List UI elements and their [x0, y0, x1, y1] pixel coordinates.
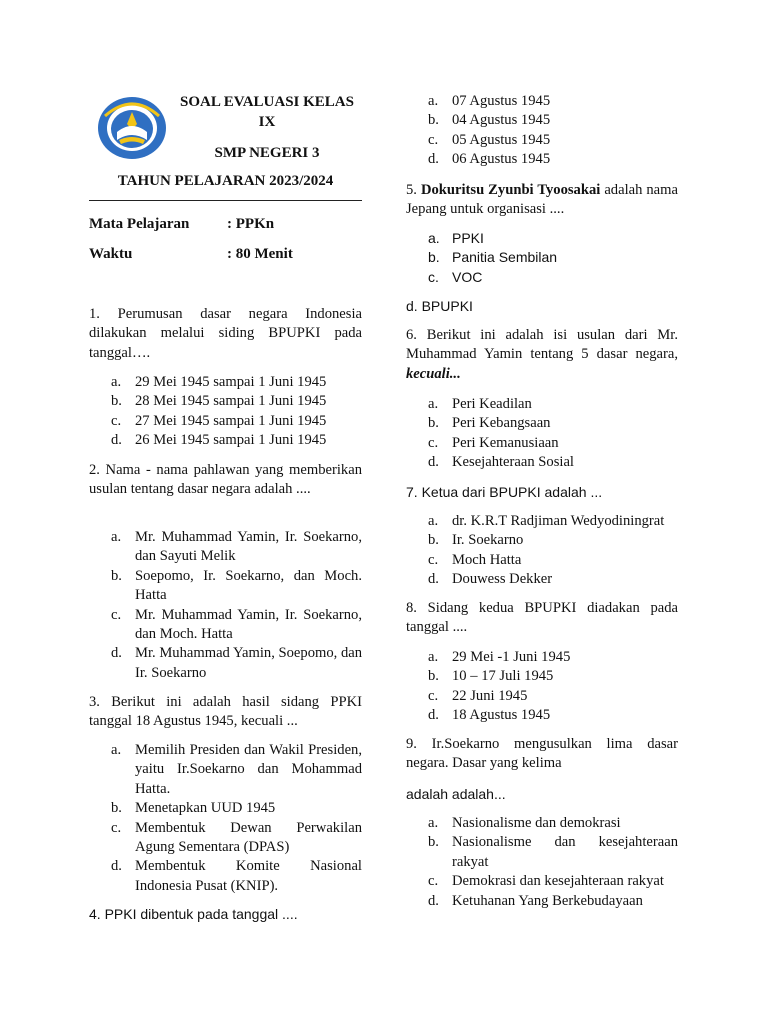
option[interactable]: d. Membentuk Komite Nasional Indonesia Pusat (KNIP). — [111, 858, 362, 894]
option[interactable]: a. Memilih Presiden dan Wakil Presiden, yaitu Ir.Soekarno dan Mohammad Hatta. — [111, 742, 362, 797]
title-line-2: IX — [258, 114, 276, 130]
option[interactable]: a. Mr. Muhammad Yamin, Ir. Soekarno, dan Sayuti Melik — [111, 529, 362, 565]
option[interactable]: c. Mr. Muhammad Yamin, Ir. Soekarno, dan Moch. Hatta — [111, 606, 362, 643]
question-4-options — [406, 92, 678, 170]
question-6-text: 6. Berikut ini adalah isi usulan dari Mr. Muhammad Yamin tentang 5 dasar negara, kecuali... — [406, 327, 678, 382]
question-2-text: 2. Nama - nama pahlawan yang memberikan usulan tentang dasar negara adalah .... — [89, 462, 362, 498]
option[interactable]: b. Nasionalisme dan kesejahteraan rakyat — [428, 834, 678, 870]
option[interactable]: b. Menetapkan UUD 1945 — [111, 800, 276, 817]
question-6-options — [406, 395, 678, 473]
option[interactable]: b. Ir. Soekarno — [428, 532, 524, 549]
question-5-options — [406, 229, 678, 287]
exam-title — [168, 92, 366, 132]
option[interactable]: a. 29 Mei -1 Juni 1945 — [428, 649, 571, 665]
question-1-text: 1. Perumusan dasar negara Indonesia dilakukan melalui siding BPUPKI pada tanggal…. — [89, 306, 362, 361]
option[interactable]: b. 10 – 17 Juli 1945 — [428, 668, 554, 685]
subject-label: Mata Pelajaran — [89, 216, 190, 232]
option[interactable]: c. Moch Hatta — [428, 551, 522, 568]
question-3-options — [89, 741, 362, 896]
question-5 — [406, 181, 678, 220]
option[interactable]: a. 29 Mei 1945 sampai 1 Juni 1945 — [111, 374, 327, 390]
option[interactable]: a. 07 Agustus 1945 — [428, 93, 551, 109]
option[interactable]: a. PPKI — [428, 230, 484, 246]
option[interactable]: b. Peri Kebangsaan — [428, 415, 551, 432]
question-7-options — [406, 512, 678, 590]
option[interactable]: b. Soepomo, Ir. Soekarno, dan Moch. Hatta — [111, 567, 362, 604]
question-9-text-continued: adalah adalah... — [406, 786, 506, 802]
question-9-options — [406, 814, 678, 911]
option[interactable]: a. Peri Keadilan — [428, 396, 532, 412]
option[interactable]: c. 27 Mei 1945 sampai 1 Juni 1945 — [111, 412, 327, 429]
option[interactable]: b. 28 Mei 1945 sampai 1 Juni 1945 — [111, 393, 327, 410]
option[interactable]: d. 18 Agustus 1945 — [428, 707, 551, 724]
question-5-text: 5. Dokuritsu Zyunbi Tyoosakai adalah nama Jepang untuk organisasi .... — [406, 182, 678, 218]
option[interactable]: c. VOC — [428, 268, 483, 285]
option[interactable]: a. Nasionalisme dan demokrasi — [428, 815, 621, 831]
subject-value: : PPKn — [227, 216, 275, 232]
question-4 — [89, 905, 362, 924]
question-3 — [89, 693, 362, 732]
school-name: SMP NEGERI 3 — [214, 145, 320, 161]
option[interactable]: d. Douwess Dekker — [428, 571, 553, 588]
option[interactable]: c. Membentuk Dewan Perwakilan Agung Sementara (DPAS) — [111, 819, 362, 856]
question-9 — [406, 735, 678, 774]
option[interactable]: c. 22 Juni 1945 — [428, 687, 528, 704]
option[interactable]: d. Ketuhanan Yang Berkebudayaan — [428, 892, 643, 909]
question-6 — [406, 326, 678, 384]
question-2-options — [89, 528, 362, 683]
question-7 — [406, 483, 678, 502]
header-divider — [89, 200, 362, 201]
option[interactable]: d. 06 Agustus 1945 — [428, 151, 551, 168]
question-8-options — [406, 648, 678, 726]
title-line-1: SOAL EVALUASI KELAS — [180, 94, 354, 110]
option[interactable]: b. Panitia Sembilan — [428, 249, 558, 266]
question-4-text: 4. PPKI dibentuk pada tanggal .... — [89, 906, 298, 922]
question-3-text: 3. Berikut ini adalah hasil sidang PPKI tanggal 18 Agustus 1945, kecuali ... — [89, 694, 362, 730]
time-value: : 80 Menit — [227, 246, 293, 262]
option[interactable]: b. 04 Agustus 1945 — [428, 112, 551, 129]
tut-wuri-handayani-logo — [97, 96, 167, 160]
school-year: TAHUN PELAJARAN 2023/2024 — [117, 173, 334, 189]
option[interactable]: a. dr. K.R.T Radjiman Wedyodiningrat — [428, 513, 665, 529]
option[interactable]: c. 05 Agustus 1945 — [428, 131, 551, 148]
option[interactable]: d. Kesejahteraan Sosial — [428, 454, 574, 471]
option[interactable]: d. Mr. Muhammad Yamin, Soepomo, dan Ir. Soekarno — [111, 645, 363, 681]
question-2 — [89, 461, 362, 500]
option[interactable]: d. 26 Mei 1945 sampai 1 Juni 1945 — [111, 432, 327, 449]
question-9-text: 9. Ir.Soekarno mengusulkan lima dasar negara. Dasar yang kelima — [406, 736, 678, 772]
question-5-option-d[interactable]: d. BPUPKI — [406, 298, 473, 314]
question-8-text: 8. Sidang kedua BPUPKI diadakan pada tanggal .... — [406, 600, 678, 636]
question-7-text: 7. Ketua dari BPUPKI adalah ... — [406, 484, 603, 500]
question-1 — [89, 305, 362, 363]
option[interactable]: c. Peri Kemanusiaan — [428, 434, 559, 451]
option[interactable]: c. Demokrasi dan kesejahteraan rakyat — [428, 873, 664, 890]
question-8 — [406, 599, 678, 638]
time-label: Waktu — [89, 246, 133, 262]
question-1-options — [89, 373, 362, 451]
